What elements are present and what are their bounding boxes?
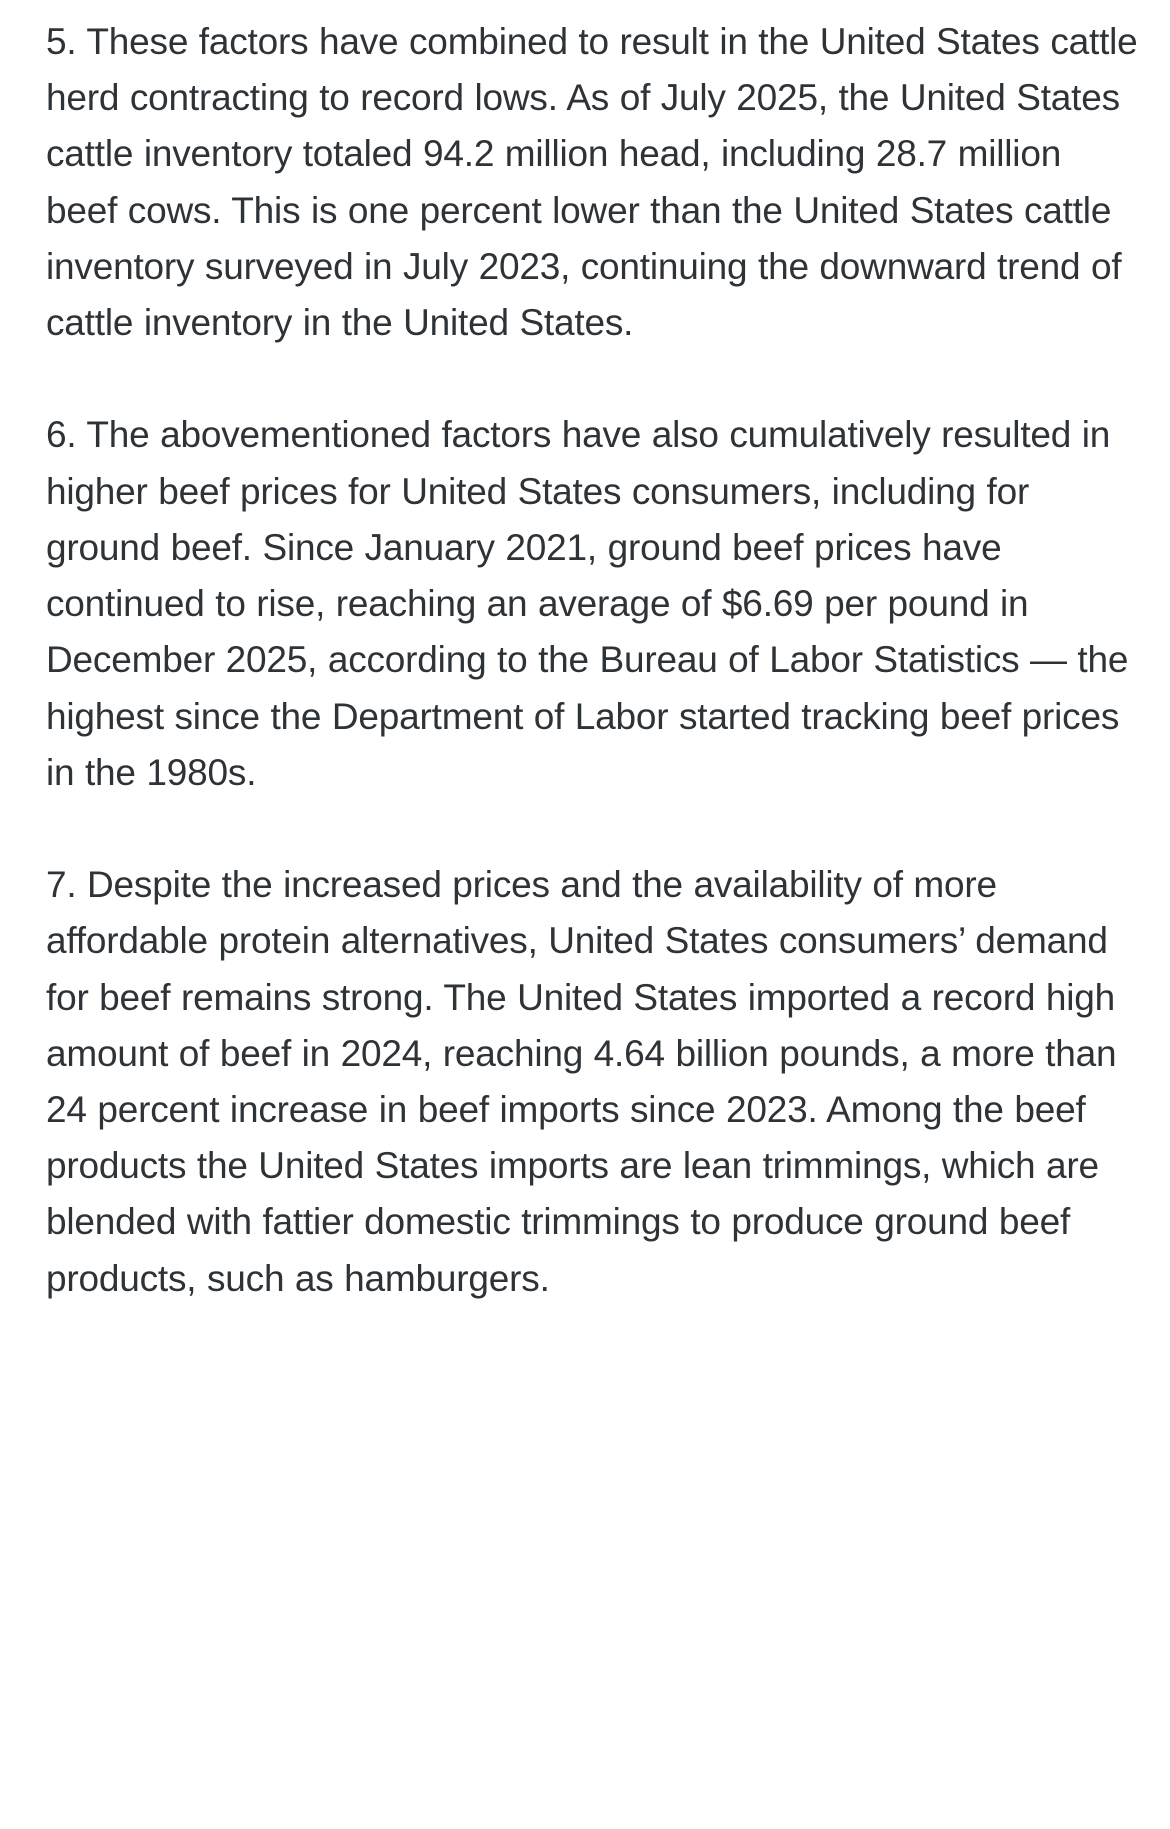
paragraph-7: 7. Despite the increased prices and the availability of more affordable protein alternatives, United States consumers’ demand for beef remains strong. The United States imported a record high amount of beef in 2024, reaching 4.64 billion pounds, a more than 24 percent increase in beef imports since 2023. Among the beef products the United States imports are lean trimmings, which are blended with fattier domestic trimmings to produce ground beef products, such as hamburgers. [46,864,1117,1299]
paragraph-5: 5. These factors have combined to result in the United States cattle herd contracting to record lows. As of July 2025, the United States cattle inventory totaled 94.2 million head, including 28.7 million beef cows. This is one percent lower than the United States cattle inventory surveyed in July 2023, continuing the downward trend of cattle inventory in the United States. [46,21,1138,344]
paragraph-6: 6. The abovementioned factors have also cumulatively resulted in higher beef prices for United States consumers, including for ground beef. Since January 2021, ground beef prices have continued to rise, reaching an average of $6.69 per pound in December 2025, according to the Bureau of Labor Statistics — the highest since the Department of Labor started tracking beef prices in the 1980s. [46,414,1129,793]
